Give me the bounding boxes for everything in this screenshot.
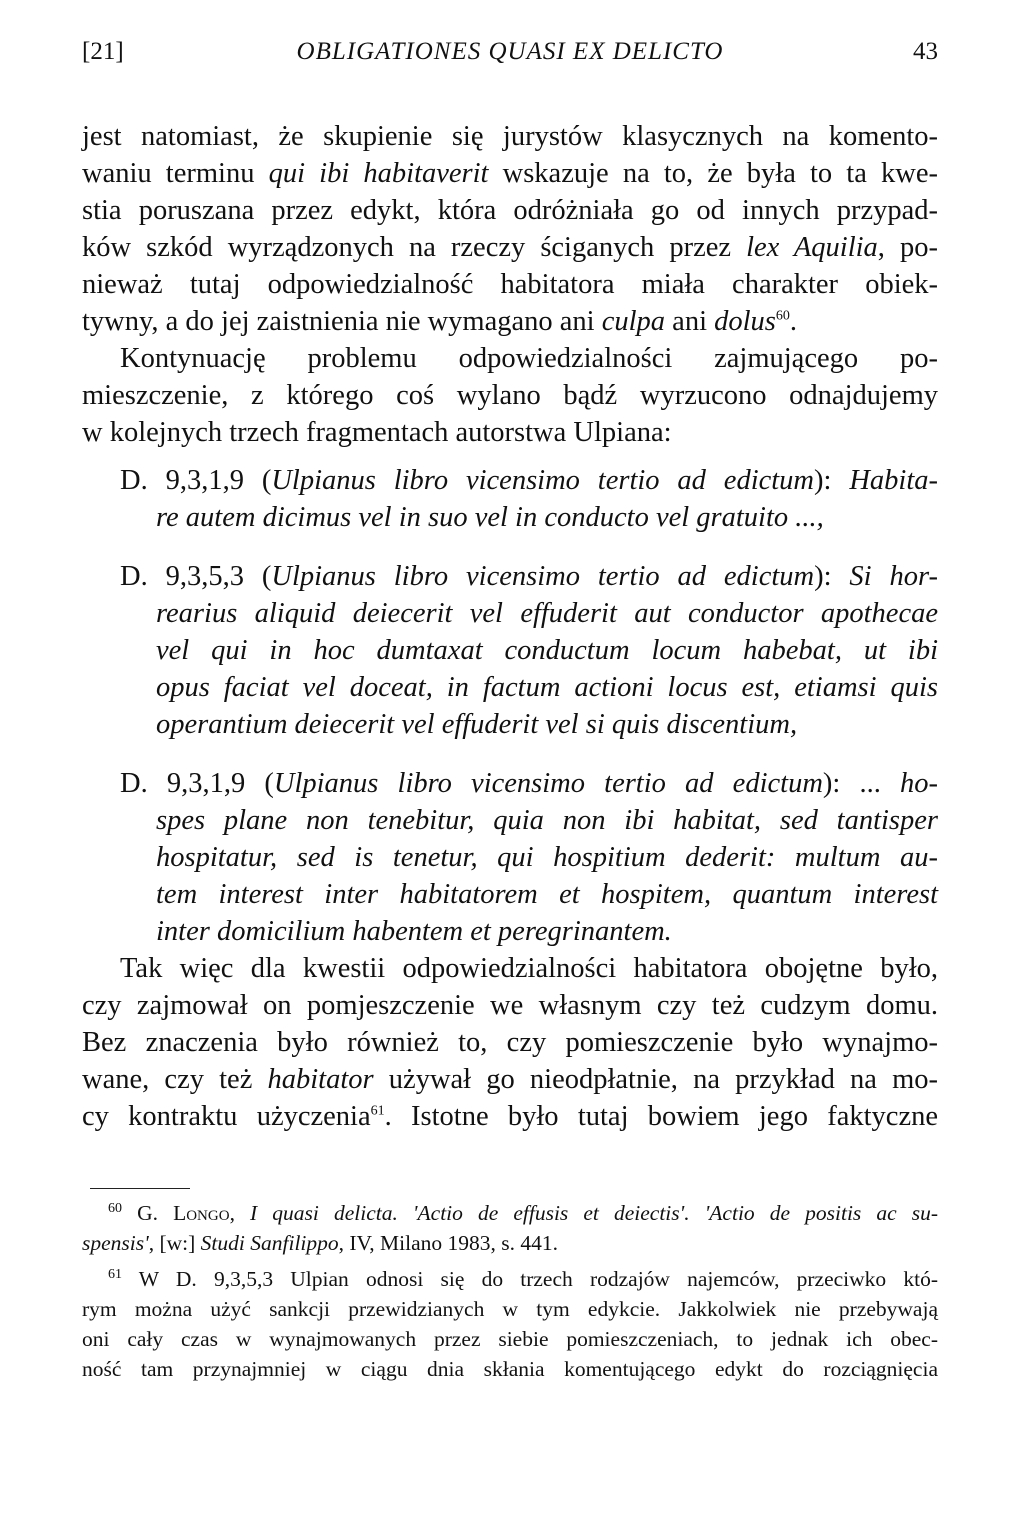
quotation-2 xyxy=(120,558,938,743)
quote-line: inter domicilium habentem et peregrinantem. xyxy=(156,916,672,947)
footnote-ref: 60 xyxy=(775,308,790,324)
text-run: ): xyxy=(814,465,850,496)
text-run: , po- xyxy=(877,232,938,263)
text-line xyxy=(82,155,938,192)
text-run: waniu terminu xyxy=(82,158,269,189)
text-line: stia poruszana przez edykt, która odróżniała go od innych przypad- xyxy=(82,195,938,226)
text-line: mieszczenie, z którego coś wylano bądź wyrzucono odnajdujemy xyxy=(82,380,938,411)
quote-line: opus faciat vel doceat, in factum actioni locus est, etiamsi quis xyxy=(156,672,938,703)
text-run: wane, czy też xyxy=(82,1064,268,1095)
footnote-number: 61 xyxy=(108,1266,122,1282)
body-paragraphs xyxy=(82,118,938,451)
quote-line: rearius aliquid deiecerit vel effuderit aut conductor apothecae xyxy=(156,598,938,629)
work-title: spensis' xyxy=(82,1231,149,1255)
citation-source: Ulpianus libro vicensimo tertio ad edictum xyxy=(271,561,815,592)
citation-source: Ulpianus libro vicensimo tertio ad edictum xyxy=(273,768,823,799)
text-run: , [w:] xyxy=(148,1231,201,1255)
quote-line: operantium deiecerit vel effuderit vel si quis discentium, xyxy=(156,709,798,740)
text-line xyxy=(82,1061,938,1098)
text-run: , xyxy=(229,1201,251,1225)
footnote-ref: 61 xyxy=(370,1103,385,1119)
italic-term: qui ibi habitaverit xyxy=(268,158,489,189)
text-run: cy kontraktu użyczenia xyxy=(82,1101,371,1132)
quote-line: spes plane non tenebitur, quia non ibi habitat, sed tantisper xyxy=(156,805,938,836)
footnote-60 xyxy=(82,1198,938,1258)
text-run: G. xyxy=(137,1201,174,1225)
text-line: jest natomiast, że skupienie się jurystów klasycznych na komento- xyxy=(82,121,938,152)
text-line xyxy=(120,765,938,802)
text-run: ani xyxy=(665,306,715,337)
running-title: OBLIGATIONES QUASI EX DELICTO xyxy=(296,38,724,65)
section-number: [21] xyxy=(82,38,124,65)
quote-text: Si hor- xyxy=(849,561,938,592)
footnote-line: rym można użyć sankcji przewidzianych w tym edykcie. Jakkolwiek nie przebywają xyxy=(82,1297,938,1321)
quote-line: tem interest inter habitatorem et hospitem, quantum interest xyxy=(156,879,938,910)
quote-line: hospitatur, sed is tenetur, qui hospitium dederit: multum au- xyxy=(156,842,938,873)
footnote-number: 60 xyxy=(108,1200,122,1216)
text-run: ków szkód wyrządzonych na rzeczy ściganych przez xyxy=(82,232,747,263)
paragraph-2 xyxy=(82,340,938,451)
paragraph-1 xyxy=(82,118,938,340)
italic-term: culpa xyxy=(601,306,666,337)
text-line: Bez znaczenia było również to, czy pomieszczenie było wynajmo- xyxy=(82,1027,938,1058)
text-line xyxy=(120,462,938,499)
citation-ref: D. 9,3,1,9 ( xyxy=(120,768,274,799)
running-header xyxy=(82,34,938,70)
text-run: . xyxy=(789,306,798,337)
footnote-line: ność tam przynajmniej w ciągu dnia skłania komentującego edykt do rozciągnięcia xyxy=(82,1357,938,1381)
text-line xyxy=(82,303,938,340)
text-run: ): xyxy=(814,561,850,592)
italic-term: lex Aquilia xyxy=(746,232,878,263)
footnote-line: oni cały czas w wynajmowanych przez siebie pomieszczeniach, to jednak ich obec- xyxy=(82,1327,938,1351)
page-number: 43 xyxy=(913,38,938,65)
text-line xyxy=(82,229,938,266)
footnote-line xyxy=(82,1228,938,1258)
text-run: . Istotne było tutaj bowiem jego faktyczne xyxy=(384,1101,938,1132)
footnote-61 xyxy=(82,1264,938,1384)
text-line xyxy=(120,558,938,595)
text-run: ): ... xyxy=(822,768,900,799)
text-line: czy zajmował on pomjeszczenie we własnym czy też cudzym domu. xyxy=(82,990,938,1021)
text-run: W D. 9,3,5,3 Ulpian odnosi się do trzech rodzajów najemców, przeciwko któ- xyxy=(122,1267,938,1291)
citation-ref: D. 9,3,1,9 ( xyxy=(120,465,272,496)
author-name: Longo xyxy=(173,1201,230,1225)
quote-line: vel qui in hoc dumtaxat conductum locum habebat, ut ibi xyxy=(156,635,938,666)
quote-text: Habita- xyxy=(849,465,938,496)
quotation-3 xyxy=(120,765,938,950)
text-line: nieważ tutaj odpowiedzialność habitatora miała charakter obiek- xyxy=(82,269,938,300)
citation-source: Ulpianus libro vicensimo tertio ad edictum xyxy=(271,465,815,496)
footnotes xyxy=(82,1198,938,1390)
text-run: tywny, a do jej zaistnienia nie wymagano ani xyxy=(82,306,602,337)
work-title: I quasi delicta. 'Actio de effusis et deiectis'. 'Actio de positis ac su- xyxy=(250,1201,939,1225)
text-run: wskazuje na to, że była to ta kwe- xyxy=(488,158,939,189)
quote-text: ho- xyxy=(899,768,938,799)
text-run: używał go nieodpłatnie, na przykład na mo- xyxy=(373,1064,938,1095)
italic-term: dolus xyxy=(714,306,776,337)
quote-line: re autem dicimus vel in suo vel in conducto vel gratuito ..., xyxy=(156,502,824,533)
citation-ref: D. 9,3,5,3 ( xyxy=(120,561,272,592)
footnote-line xyxy=(82,1198,938,1228)
text-line: w kolejnych trzech fragmentach autorstwa Ulpiana: xyxy=(82,417,672,448)
text-run: , IV, Milano 1983, s. 441. xyxy=(338,1231,559,1255)
footnote-separator xyxy=(90,1188,190,1189)
digest-quotations xyxy=(120,462,938,972)
footnote-line xyxy=(82,1264,938,1294)
text-line xyxy=(82,1098,938,1135)
work-title: Studi Sanfilippo xyxy=(200,1231,339,1255)
text-line: Tak więc dla kwestii odpowiedzialności habitatora obojętne było, xyxy=(120,953,938,984)
italic-term: habitator xyxy=(267,1064,374,1095)
quotation-1 xyxy=(120,462,938,536)
text-line: Kontynuację problemu odpowiedzialności zajmującego po- xyxy=(120,343,938,374)
paragraph-3 xyxy=(82,950,938,1135)
